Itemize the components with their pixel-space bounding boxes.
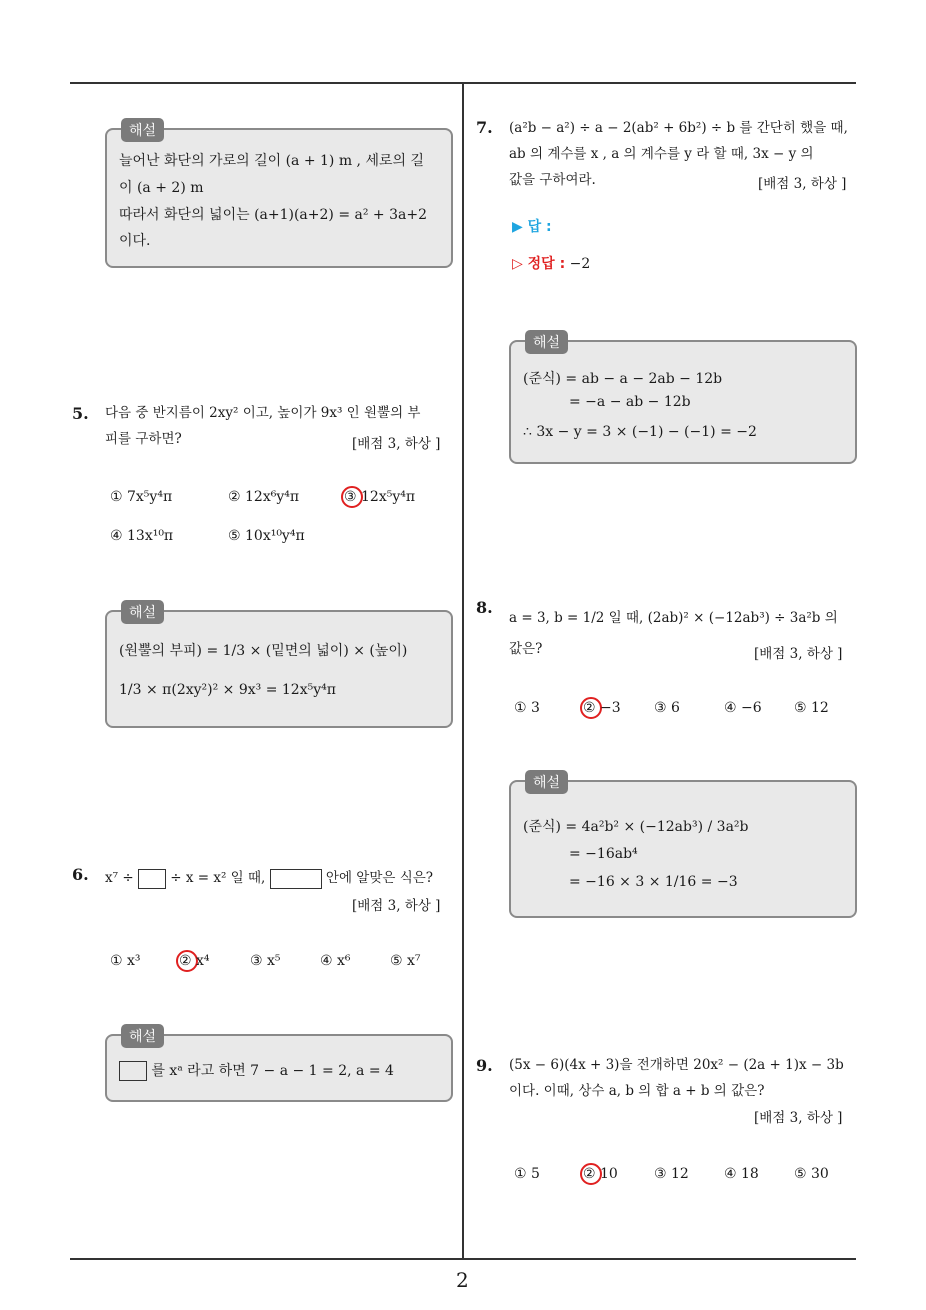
option-2[interactable]: ② −3	[583, 700, 621, 716]
question-text: 다음 중 반지름이 2xy² 이고, 높이가 9x³ 인 원뿔의 부	[105, 405, 421, 421]
q6-mid: ÷ x = x² 일 때,	[170, 870, 266, 886]
explanation-line: ∴ 3x − y = 3 × (−1) − (−1) = −2	[523, 424, 757, 440]
explanation-box-5	[509, 775, 857, 918]
explanation-line: 1/3 × π(2xy²)² × 9x³ = 12x⁵y⁴π	[119, 682, 336, 698]
option-5[interactable]: ⑤ x⁷	[390, 953, 421, 969]
question-text: (5x − 6)(4x + 3)을 전개하면 20x² − (2a + 1)x − 3b	[509, 1057, 844, 1073]
explanation-line: (원뿔의 부피) = 1/3 × (밑면의 넓이) × (높이)	[119, 643, 408, 659]
option-4[interactable]: ④ −6	[724, 700, 762, 716]
explanation-line: = −a − ab − 12b	[569, 394, 691, 410]
question-text: a = 3, b = 1/2 일 때, (2ab)² × (−12ab³) ÷ 3a²b 의	[509, 610, 838, 626]
score-meta: [배점 3, 하상 ]	[352, 436, 441, 452]
option-4[interactable]: ④ 13x¹⁰π	[110, 528, 174, 544]
option-3[interactable]: ③ 12x⁵y⁴π	[344, 489, 416, 505]
explanation-box-2	[105, 605, 453, 728]
question-text	[105, 865, 433, 891]
blank-box	[119, 1061, 147, 1081]
explanation-tag: 해설	[525, 770, 568, 794]
option-5[interactable]: ⑤ 30	[794, 1166, 829, 1182]
question-number: 8.	[476, 598, 493, 617]
answer-label: ▶ 답 :	[512, 219, 552, 235]
explanation-line: 이다.	[119, 233, 151, 249]
option-5[interactable]: ⑤ 10x¹⁰y⁴π	[228, 528, 305, 544]
explanation-line: 이 (a + 2) m	[119, 180, 204, 196]
option-3[interactable]: ③ x⁵	[250, 953, 281, 969]
option-4[interactable]: ④ x⁶	[320, 953, 351, 969]
option-1[interactable]: ① 7x⁵y⁴π	[110, 489, 173, 505]
q6-pre: x⁷ ÷	[105, 870, 134, 886]
question-text: 피를 구하면?	[105, 431, 182, 447]
question-text: 값은?	[509, 641, 543, 657]
score-meta: [배점 3, 하상 ]	[754, 1110, 843, 1126]
question-number: 5.	[72, 404, 89, 423]
explanation-line: = −16ab⁴	[569, 846, 638, 862]
option-5[interactable]: ⑤ 12	[794, 700, 829, 716]
question-text: (a²b − a²) ÷ a − 2(ab² + 6b²) ÷ b 를 간단히 했을 때,	[509, 120, 848, 136]
explanation-line: = −16 × 3 × 1/16 = −3	[569, 874, 738, 890]
explanation-box-1	[105, 123, 453, 268]
question-text: 값을 구하여라.	[509, 172, 596, 188]
option-1[interactable]: ① x³	[110, 953, 141, 969]
question-text: ab 의 계수를 x , a 의 계수를 y 라 할 때, 3x − y 의	[509, 146, 814, 162]
page-number: 2	[456, 1268, 469, 1292]
correct-answer	[512, 253, 590, 273]
question-text: 이다. 이때, 상수 a, b 의 합 a + b 의 값은?	[509, 1083, 765, 1099]
score-meta: [배점 3, 하상 ]	[758, 176, 847, 192]
explanation-box-4	[509, 335, 857, 464]
q6-post: 안에 알맞은 식은?	[325, 870, 434, 886]
blank-box	[138, 869, 166, 889]
score-meta: [배점 3, 하상 ]	[352, 898, 441, 914]
bottom-rule	[70, 1258, 856, 1260]
option-3[interactable]: ③ 6	[654, 700, 680, 716]
option-4[interactable]: ④ 18	[724, 1166, 759, 1182]
question-number: 6.	[72, 865, 89, 884]
explanation-line	[119, 1060, 394, 1081]
correct-value: −2	[569, 256, 591, 272]
option-2[interactable]: ② 12x⁶y⁴π	[228, 489, 300, 505]
correct-label: ▷ 정답 :	[512, 256, 566, 272]
explanation-line: (준식) = 4a²b² × (−12ab³) / 3a²b	[523, 819, 749, 835]
explanation-tag: 해설	[525, 330, 568, 354]
column-divider	[462, 84, 464, 1260]
option-2[interactable]: ② 10	[583, 1166, 618, 1182]
explanation-box-3	[105, 1029, 453, 1102]
explanation-tag: 해설	[121, 1024, 164, 1048]
explanation-line: 늘어난 화단의 가로의 길이 (a + 1) m , 세로의 길	[119, 153, 424, 169]
score-meta: [배점 3, 하상 ]	[754, 646, 843, 662]
question-number: 9.	[476, 1056, 493, 1075]
option-2[interactable]: ② x⁴	[179, 953, 210, 969]
option-3[interactable]: ③ 12	[654, 1166, 689, 1182]
explanation-tag: 해설	[121, 118, 164, 142]
explanation-text: 를 xᵃ 라고 하면 7 − a − 1 = 2, a = 4	[151, 1063, 394, 1079]
option-1[interactable]: ① 3	[514, 700, 540, 716]
explanation-line: 따라서 화단의 넓이는 (a+1)(a+2) = a² + 3a+2	[119, 207, 427, 223]
explanation-tag: 해설	[121, 600, 164, 624]
explanation-line: (준식) = ab − a − 2ab − 12b	[523, 371, 723, 387]
option-1[interactable]: ① 5	[514, 1166, 540, 1182]
question-number: 7.	[476, 118, 493, 137]
blank-box	[270, 869, 322, 889]
